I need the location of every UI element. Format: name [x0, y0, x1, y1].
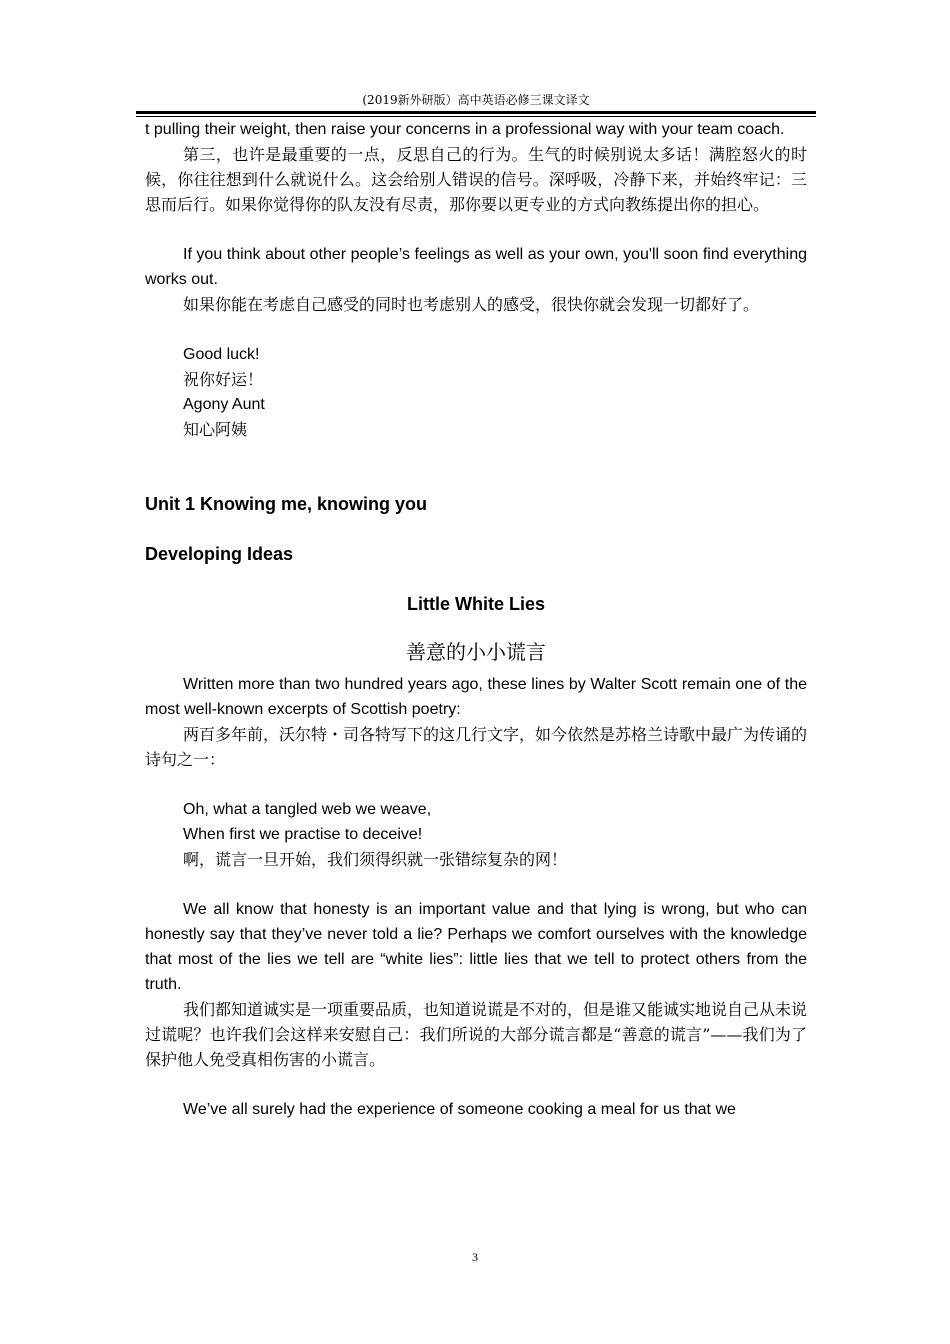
page-number: 3: [472, 1250, 478, 1264]
paragraph-meal-en: We’ve all surely had the experience of someone cooking a meal for us that we: [183, 1101, 736, 1118]
paragraph-honesty-zh: 我们都知道诚实是一项重要品质，也知道说谎是不对的，但是谁又能诚实地说自己从未说过谎呢？也许我们会这样来安慰自己：我们所说的大部分谎言都是“善意的谎言”——我们为了保护他人免受真相伤害的小谎言。: [145, 1000, 808, 1069]
poem-translation-zh: 啊，谎言一旦开始，我们须得织就一张错综复杂的网！: [183, 850, 568, 869]
closing-good-luck-en: Good luck!: [183, 346, 260, 363]
paragraph-feelings-zh: 如果你能在考虑自己感受的同时也考虑别人的感受，很快你就会发现一切都好了。: [183, 295, 760, 314]
header-rule-thick: [136, 111, 816, 114]
closing-good-luck-zh: 祝你好运！: [183, 370, 264, 389]
paragraph-honesty-en: We all know that honesty is an important value and that lying is wrong, but who can honestly say that they’ve never told a lie? Perhaps we comfort ourselves with the knowledge that most of the lies we tell are “white lies”: little lies that we tell to protect others from the truth.: [145, 901, 807, 993]
paragraph-scott-zh: 两百多年前，沃尔特・司各特写下的这几行文字，如今依然是苏格兰诗歌中最广为传诵的诗句之一：: [145, 725, 808, 769]
signature-en: Agony Aunt: [183, 396, 265, 413]
paragraph-continued-en: t pulling their weight, then raise your concerns in a professional way with your team coach.: [145, 121, 785, 138]
paragraph-feelings-en: If you think about other people’s feelings as well as your own, you'll soon find everything works out.: [145, 246, 807, 288]
poem-line-1: Oh, what a tangled web we weave,: [183, 801, 432, 818]
document-body: [145, 117, 807, 1122]
paragraph-scott-en: Written more than two hundred years ago, these lines by Walter Scott remain one of the most well-known excerpts of Scottish poetry:: [145, 676, 807, 718]
section-heading: Developing Ideas: [145, 544, 294, 564]
poem-line-2: When first we practise to deceive!: [183, 826, 423, 843]
signature-zh: 知心阿姨: [183, 420, 248, 439]
paragraph-third-point-zh: 第三，也许是最重要的一点，反思自己的行为。生气的时候别说太多话！满腔怒火的时候，你往往想到什么就说什么。这会给别人错误的信号。深呼吸，冷静下来，并始终牢记：三思而后行。如果你觉得你的队友没有尽责，那你要以更专业的方式向教练提出你的担心。: [145, 145, 807, 214]
article-title-en: Little White Lies: [406, 594, 545, 614]
page-header: (2019新外研版）高中英语必修三课文译文: [362, 93, 590, 107]
unit-heading: Unit 1 Knowing me, knowing you: [145, 494, 427, 514]
article-title-zh: 善意的小小谎言: [406, 640, 546, 664]
